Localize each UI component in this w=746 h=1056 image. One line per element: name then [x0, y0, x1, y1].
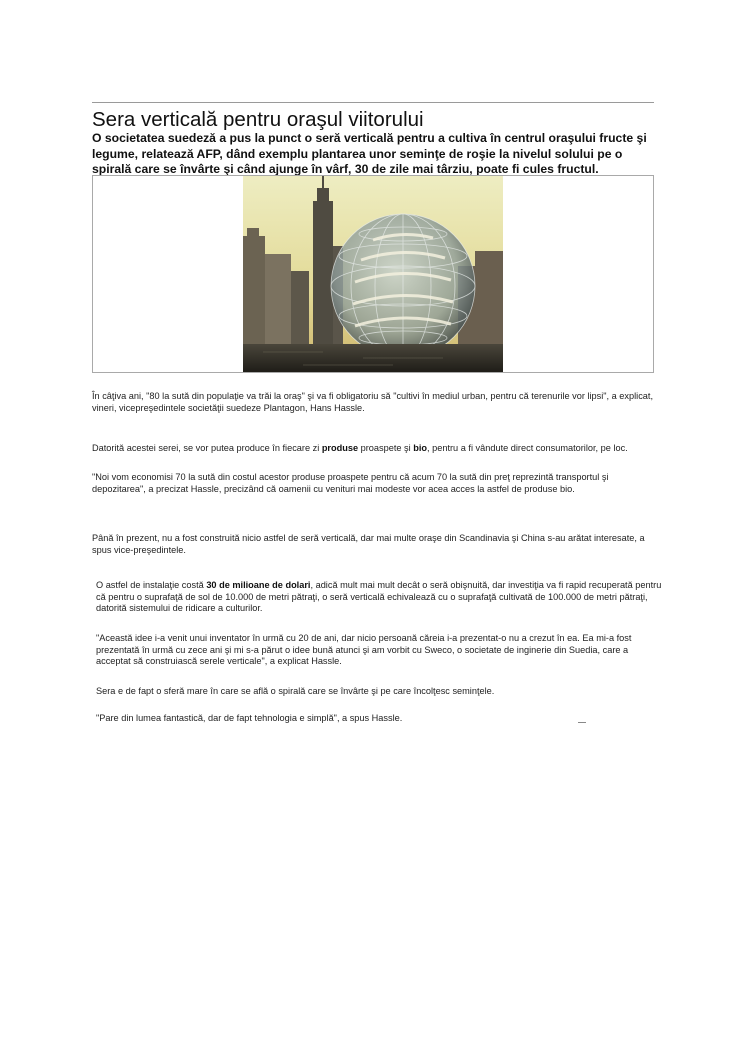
paragraph-5-text-end: , adică mult mai mult decât o seră obişnuită, dar investiţia va fi rapid recuperată pentru că pentru o suprafaţă de sol de 10.000 de metri pătraţi, o seră verticală echivalează cu o suprafaţă cultivată de 100.000 de metri pătraţi, datorită sistemului de ridicare a culturilor. — [96, 580, 662, 614]
paragraph-7: Sera e de fapt o sferă mare în care se află o spirală care se învârte şi pe care încolţesc seminţele. — [96, 686, 495, 696]
paragraph-2-text-end: , pentru a fi vândute direct consumatorilor, pe loc. — [427, 443, 628, 453]
paragraph-2-bold-produse: produse — [321, 443, 359, 453]
paragraph-5 — [96, 580, 662, 615]
paragraph-8: "Pare din lumea fantastică, dar de fapt tehnologia e simplă", a spus Hassle. — [96, 713, 403, 723]
paragraph-5-text: O astfel de instalaţie costă — [96, 580, 207, 590]
paragraph-2 — [92, 443, 658, 455]
paragraph-2-text-middle: proaspete şi — [358, 443, 414, 453]
paragraph-2-text: Datorită acestei serei, se vor putea produce în fiecare zi — [92, 443, 322, 453]
end-dash — [578, 722, 586, 723]
paragraph-5-bold-cost: 30 de milioane de dolari — [206, 580, 311, 590]
paragraph-2-bold-bio: bio — [413, 443, 428, 453]
paragraph-6: "Această idee i-a venit unui inventator în urmă cu 20 de ani, dar nicio persoană căreia i-a prezentat-o nu a crezut în ea. Ea mi-a fost prezentată în urmă cu zece ani şi mi s-a părut o idee bună atunci şi am vorbit cu Sweco, o societate de inginerie din Suedia, care a acceptat să construiască serele verticale", a explicat Hassle. — [96, 633, 632, 667]
paragraph-4: Până în prezent, nu a fost construită nicio astfel de seră verticală, dar mai multe oraşe din Scandinavia şi China s-au arătat interesate, a spus vice-preşedintele. — [92, 533, 645, 555]
article-title: Sera verticală pentru oraşul viitorului — [92, 108, 424, 131]
article-lead: O societatea suedeză a pus la punct o seră verticală pentru a cultiva în centrul oraşului fructe şi legume, relatează AFP, dând exemplu plantarea unor seminţe de roşie la nivelul solului pe o spirală care se învârte şi când ajunge în vârf, 30 de zile mai târziu, poate fi cules fructul. — [92, 131, 647, 177]
vertical-greenhouse-photo — [243, 176, 503, 372]
paragraph-1: În câţiva ani, "80 la sută din populaţie va trăi la oraş" şi va fi obligatoriu să "cultivi în mediul urban, pentru că terenurile vor lipsi", a explicat, vineri, vicepreşedintele societăţii suedeze Plantagon, Hans Hassle. — [92, 391, 654, 413]
paragraph-3: "Noi vom economisi 70 la sută din costul acestor produse proaspete pentru că acum 70 la sută din preţ reprezintă transportul şi depozitarea", a precizat Hassle, precizând că oamenii cu venituri mai modeste vor acea acces la astfel de produse bio. — [92, 472, 609, 494]
top-rule — [92, 102, 654, 103]
